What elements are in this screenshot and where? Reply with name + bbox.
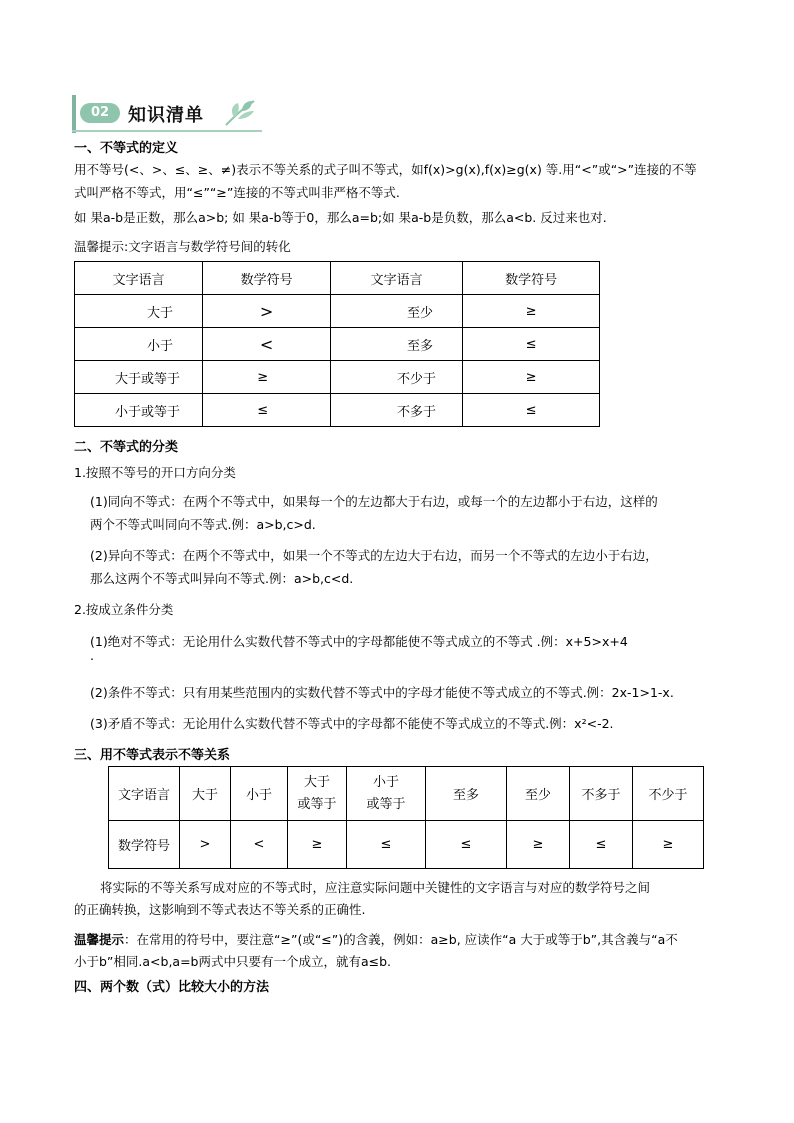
table-cell: ≤ xyxy=(347,821,426,869)
table-cell: ≥ xyxy=(633,821,704,869)
badge-number: 02 xyxy=(80,103,120,123)
s2-j3: (3)矛盾不等式：无论用什么实数代替不等式中的字母都不能使不等式成立的不等式.例：x²<-2. xyxy=(90,716,614,731)
table-row xyxy=(109,767,704,821)
s1-para1-line1: 用不等号(<、>、≤、≥、≠)表示不等关系的式子叫不等式，如f(x)>g(x),f(x)≥g(x) 等.用“<”或“>”连接的不等 xyxy=(74,162,697,177)
table-cell: 不少于 xyxy=(331,361,463,394)
table-row xyxy=(75,262,600,295)
section1-heading: 一、不等式的定义 xyxy=(74,141,179,156)
table-cell: > xyxy=(203,295,331,328)
table-cell: 大于或等于 xyxy=(75,361,203,394)
table-header: 数学符号 xyxy=(203,262,331,295)
table-cell: > xyxy=(180,821,231,869)
table-cell: 不多于 xyxy=(331,394,463,427)
s2-j1: (1)绝对不等式：无论用什么实数代替不等式中的字母都能使不等式成立的不等式 .例：x+5>x+4 xyxy=(90,634,628,649)
table-row xyxy=(75,394,600,427)
badge-bar xyxy=(72,95,76,133)
table-cell: ≥ xyxy=(463,361,600,394)
badge-title: 知识清单 xyxy=(128,105,204,126)
relation-table xyxy=(108,766,704,869)
table-header: 文字语言 xyxy=(109,767,180,821)
s2-item1-line2: 两个不等式叫同向不等式.例：a>b,c>d. xyxy=(90,517,316,532)
table-cell: ≤ xyxy=(426,821,507,869)
s2-j1-dot: . xyxy=(90,648,94,663)
s3-tip-line2: 小于b”相同.a<b,a=b两式中只要有一个成立，就有a≤b. xyxy=(74,954,392,969)
table-row xyxy=(75,295,600,328)
leaf-icon xyxy=(222,97,258,129)
s1-para1-line2: 式叫严格不等式，用“≤”“≥”连接的不等式叫非严格不等式. xyxy=(74,185,400,200)
table-row xyxy=(75,361,600,394)
table-header: 数学符号 xyxy=(463,262,600,295)
symbol-table xyxy=(74,261,600,427)
table-cell: ≥ xyxy=(463,295,600,328)
table-header: 文字语言 xyxy=(331,262,463,295)
table-cell: ≥ xyxy=(288,821,347,869)
table-header: 数学符号 xyxy=(109,821,180,869)
s2-item2-line1: (2)异向不等式：在两个不等式中，如果一个不等式的左边大于右边，而另一个不等式的左边小于右边， xyxy=(90,548,658,563)
table-cell: 至多 xyxy=(426,767,507,821)
s3-para-line1: 将实际的不等关系写成对应的不等式时，应注意实际问题中关键性的文字语言与对应的数学符号之间 xyxy=(100,880,651,895)
table-cell: 小于或等于 xyxy=(75,394,203,427)
table-cell: 小于 xyxy=(75,328,203,361)
table-cell: 至少 xyxy=(507,767,570,821)
section2-heading: 二、不等式的分类 xyxy=(74,440,179,455)
table-cell: 大于 或等于 xyxy=(288,767,347,821)
table-cell: 至多 xyxy=(331,328,463,361)
table-cell: 大于 xyxy=(180,767,231,821)
table-cell: 不少于 xyxy=(633,767,704,821)
table-cell: < xyxy=(231,821,288,869)
s1-para2: 如 果a-b是正数，那么a>b; 如 果a-b等于0，那么a=b;如 果a-b是负数，那么a<b. 反过来也对. xyxy=(74,210,607,225)
s3-tip-label: 温馨提示 xyxy=(74,932,125,947)
table-cell: 大于 xyxy=(75,295,203,328)
table-cell: ≤ xyxy=(463,394,600,427)
table-cell: 至少 xyxy=(331,295,463,328)
table-cell: < xyxy=(203,328,331,361)
table-header: 文字语言 xyxy=(75,262,203,295)
section4-heading: 四、两个数（式）比较大小的方法 xyxy=(74,980,270,995)
table-cell: ≤ xyxy=(570,821,633,869)
table-cell: ≤ xyxy=(203,394,331,427)
s3-para-line2: 的正确转换，这影响到不等式表达不等关系的正确性. xyxy=(74,902,366,917)
s2-item2-line2: 那么这两个不等式叫异向不等式.例：a>b,c<d. xyxy=(90,571,354,586)
section-badge xyxy=(72,95,267,133)
s3-tip-line1 xyxy=(74,928,678,952)
section3-heading: 三、用不等式表示不等关系 xyxy=(74,748,231,763)
table-cell: 小于 或等于 xyxy=(347,767,426,821)
badge-underline xyxy=(72,130,262,132)
s2-j2: (2)条件不等式：只有用某些范围内的实数代替不等式中的字母才能使不等式成立的不等式.例：2x-1>1-x. xyxy=(90,685,674,700)
table-cell: 不多于 xyxy=(570,767,633,821)
s2-sub2: 2.按成立条件分类 xyxy=(74,602,174,617)
s2-item1-line1: (1)同向不等式：在两个不等式中，如果每一个的左边都大于右边，或每一个的左边都小于右边，这样的 xyxy=(90,494,658,509)
s1-tip: 温馨提示:文字语言与数学符号间的转化 xyxy=(74,239,291,254)
s2-sub1: 1.按照不等号的开口方向分类 xyxy=(74,465,236,480)
table-row xyxy=(75,328,600,361)
table-cell: ≥ xyxy=(203,361,331,394)
s3-tip-text: ：在常用的符号中，要注意“≥”(或“≤”)的含義，例如：a≥b, 应读作“a 大于或等于b”,其含義与“a不 xyxy=(124,932,678,947)
table-cell: 小于 xyxy=(231,767,288,821)
table-row xyxy=(109,821,704,869)
table-cell: ≤ xyxy=(463,328,600,361)
table-cell: ≥ xyxy=(507,821,570,869)
